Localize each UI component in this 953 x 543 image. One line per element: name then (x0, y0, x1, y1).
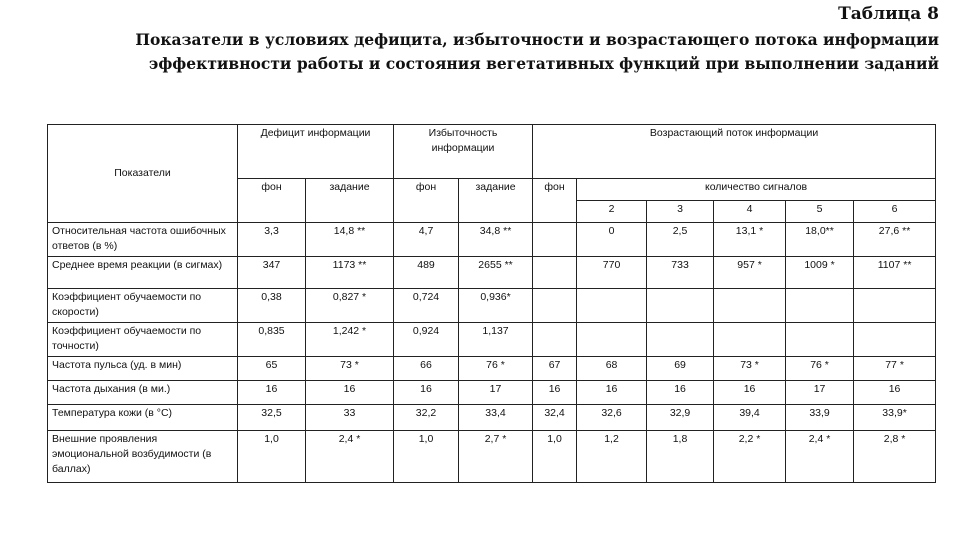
row-label: Относительная частота ошибочных ответов (в %) (48, 223, 238, 257)
table-cell: 16 (306, 381, 394, 405)
table-cell (647, 323, 714, 357)
table-row (48, 431, 936, 483)
table-cell: 1009 * (786, 257, 854, 289)
header-indicators: Показатели (48, 125, 238, 223)
header-increasing: Возрастающий поток информации (533, 125, 936, 179)
table-cell: 16 (394, 381, 459, 405)
table-cell: 2,7 * (459, 431, 533, 483)
row-label: Коэффициент обучаемости по скорости) (48, 289, 238, 323)
row-label: Коэффициент обучаемости по точности) (48, 323, 238, 357)
table-cell: 3,3 (238, 223, 306, 257)
table-cell: 32,4 (533, 405, 577, 431)
table-cell: 4,7 (394, 223, 459, 257)
table-cell: 0,924 (394, 323, 459, 357)
indicators-table (47, 124, 936, 483)
table-cell: 32,2 (394, 405, 459, 431)
header-deficit: Дефицит информации (238, 125, 394, 179)
table-row (48, 257, 936, 289)
table-cell: 1,8 (647, 431, 714, 483)
table-cell: 0,835 (238, 323, 306, 357)
table-row (48, 289, 936, 323)
table-cell: 2655 ** (459, 257, 533, 289)
table-cell (647, 289, 714, 323)
table-cell: 0,38 (238, 289, 306, 323)
table-row (48, 357, 936, 381)
table-cell: 33,9 (786, 405, 854, 431)
table-cell: 13,1 * (714, 223, 786, 257)
row-label: Частота дыхания (в ми.) (48, 381, 238, 405)
table-cell (533, 323, 577, 357)
header-signal-6: 6 (854, 201, 936, 223)
header-deficit-task: задание (306, 179, 394, 223)
table-cell: 33,9* (854, 405, 936, 431)
table-cell (786, 323, 854, 357)
table-cell: 73 * (306, 357, 394, 381)
table-cell: 17 (786, 381, 854, 405)
table-cell: 2,5 (647, 223, 714, 257)
header-deficit-background: фон (238, 179, 306, 223)
table-cell: 733 (647, 257, 714, 289)
table-cell: 489 (394, 257, 459, 289)
table-row (48, 381, 936, 405)
table-cell: 0,936* (459, 289, 533, 323)
table-cell: 16 (714, 381, 786, 405)
row-label: Внешние проявления эмоциональной возбудимости (в баллах) (48, 431, 238, 483)
table-cell: 2,4 * (786, 431, 854, 483)
table-cell (786, 289, 854, 323)
table-cell: 34,8 ** (459, 223, 533, 257)
table-row (48, 405, 936, 431)
table-cell: 17 (459, 381, 533, 405)
table-title-line-1: Показатели в условиях дефицита, избыточности и возрастающего потока информации (135, 30, 939, 49)
table-cell: 347 (238, 257, 306, 289)
table-cell: 33 (306, 405, 394, 431)
table-cell: 32,5 (238, 405, 306, 431)
table-cell: 16 (238, 381, 306, 405)
table-cell: 1107 ** (854, 257, 936, 289)
table-cell: 18,0** (786, 223, 854, 257)
table-cell: 2,8 * (854, 431, 936, 483)
header-signal-4: 4 (714, 201, 786, 223)
table-cell: 1,0 (394, 431, 459, 483)
header-signal-2: 2 (577, 201, 647, 223)
table-cell (577, 289, 647, 323)
table-cell: 1173 ** (306, 257, 394, 289)
table-cell: 1,2 (577, 431, 647, 483)
table-cell (854, 289, 936, 323)
table-cell (854, 323, 936, 357)
table-cell: 68 (577, 357, 647, 381)
table-cell (533, 289, 577, 323)
header-signal-count: количество сигналов (577, 179, 936, 201)
table-cell (533, 257, 577, 289)
header-signal-5: 5 (786, 201, 854, 223)
table-row (48, 223, 936, 257)
table-cell: 39,4 (714, 405, 786, 431)
header-increasing-background: фон (533, 179, 577, 223)
table-cell: 1,0 (238, 431, 306, 483)
table-cell: 1,0 (533, 431, 577, 483)
table-cell: 67 (533, 357, 577, 381)
table-cell: 76 * (459, 357, 533, 381)
header-signal-3: 3 (647, 201, 714, 223)
table-title-line-2: эффективности работы и состояния вегетативных функций при выполнении заданий (148, 54, 939, 73)
table-cell (714, 323, 786, 357)
table-cell: 77 * (854, 357, 936, 381)
table-cell: 16 (533, 381, 577, 405)
table-cell: 76 * (786, 357, 854, 381)
header-excess-task: задание (459, 179, 533, 223)
table-cell: 27,6 ** (854, 223, 936, 257)
table-cell (577, 323, 647, 357)
header-excess-background: фон (394, 179, 459, 223)
table-row (48, 323, 936, 357)
table-cell: 66 (394, 357, 459, 381)
table-cell: 2,2 * (714, 431, 786, 483)
table-cell: 0,827 * (306, 289, 394, 323)
table-cell: 16 (647, 381, 714, 405)
table-cell (533, 223, 577, 257)
table-cell: 33,4 (459, 405, 533, 431)
table-cell: 0,724 (394, 289, 459, 323)
table-cell: 1,242 * (306, 323, 394, 357)
table-cell: 0 (577, 223, 647, 257)
row-label: Температура кожи (в °С) (48, 405, 238, 431)
table-cell: 770 (577, 257, 647, 289)
table-cell: 69 (647, 357, 714, 381)
table-cell: 16 (577, 381, 647, 405)
table-cell: 957 * (714, 257, 786, 289)
table-cell: 65 (238, 357, 306, 381)
row-label: Частота пульса (уд. в мин) (48, 357, 238, 381)
table-cell: 1,137 (459, 323, 533, 357)
table-cell: 73 * (714, 357, 786, 381)
table-cell: 16 (854, 381, 936, 405)
table-cell: 14,8 ** (306, 223, 394, 257)
table-cell: 2,4 * (306, 431, 394, 483)
row-label: Среднее время реакции (в сигмах) (48, 257, 238, 289)
table-cell: 32,9 (647, 405, 714, 431)
header-excess: Избыточность информации (394, 125, 533, 179)
table-number: Таблица 8 (838, 4, 939, 24)
table-cell: 32,6 (577, 405, 647, 431)
table-cell (714, 289, 786, 323)
